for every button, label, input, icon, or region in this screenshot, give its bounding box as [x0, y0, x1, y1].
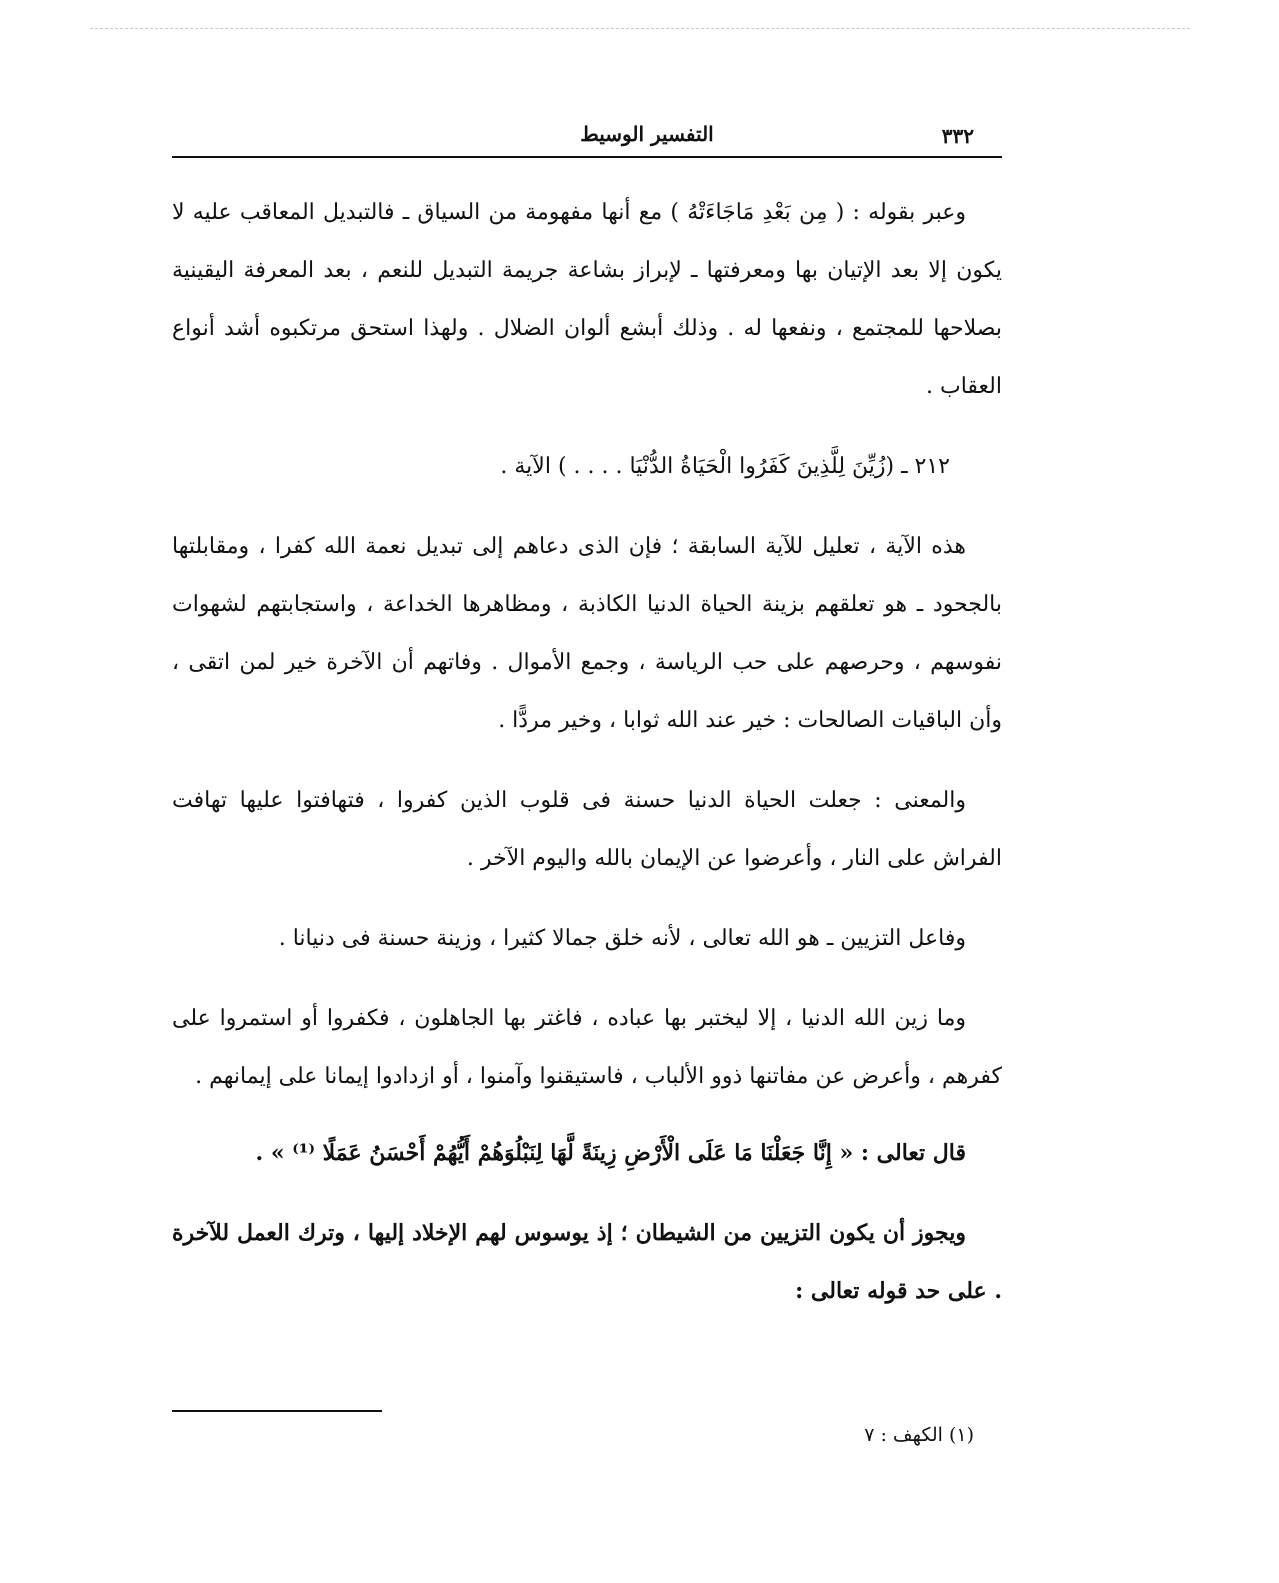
footnote: (١) الكهف : ٧: [864, 1424, 974, 1446]
paragraph-2: هذه الآية ، تعليل للآية السابقة ؛ فإن الذى دعاهم إلى تبديل نعمة الله كفرا ، ومقابلتها بالجحود ـ هو تعلقهم بزينة الحياة الدنيا الكاذبة ، ومظاهرها الخداعة ، واستجابتهم لشهوات نفوسهم ، وحرصهم على حب الرياسة ، وجمع الأموال . وفاتهم أن الآخرة خير لمن اتقى ، وأن الباقيات الصالحات : خير عند الله ثوابا ، وخير مردًّا .: [172, 534, 1002, 733]
book-page: [172, 110, 1002, 1550]
quran-quote: قال تعالى : « إِنَّا جَعَلْنَا مَا عَلَى الْأَرْضِ زِينَةً لَّهَا لِنَبْلُوَهُمْ أَيُّهُمْ أَحْسَنُ عَمَلًا ⁽¹⁾ » .: [255, 1140, 966, 1166]
paragraph-3: والمعنى : جعلت الحياة الدنيا حسنة فى قلوب الذين كفروا ، فتهافتوا عليها تهافت الفراش على النار ، وأعرضوا عن الإيمان بالله واليوم الآخر .: [172, 788, 1002, 871]
footnote-divider: [172, 1410, 382, 1412]
page-number: ٣٣٢: [941, 124, 974, 148]
paragraph-6: ويجوز أن يكون التزيين من الشيطان ؛ إذ يوسوس لهم الإخلاد إليها ، وترك العمل للآخرة . على حد قوله تعالى :: [172, 1220, 1002, 1304]
paragraph-1: وعبر بقوله : ( مِن بَعْدِ مَاجَاءَتْهُ ) مع أنها مفهومة من السياق ـ فالتبديل المعاقب عليه لا يكون إلا بعد الإتيان بها ومعرفتها ـ لإبراز بشاعة جريمة التبديل للنعم ، بعد المعرفة اليقينية بصلاحها للمجتمع ، ونفعها له . وذلك أبشع ألوان الضلال . ولهذا استحق مرتكبوه أشد أنواع العقاب .: [172, 200, 1002, 399]
scan-edge-mark: [90, 28, 1190, 29]
running-title: التفسير الوسيط: [580, 122, 714, 146]
page-header: [172, 110, 1002, 158]
verse-heading-212: ٢١٢ ـ (زُيِّنَ لِلَّذِينَ كَفَرُوا الْحَيَاةُ الدُّنْيَا . . . . ) الآية .: [500, 454, 950, 479]
paragraph-5: وما زين الله الدنيا ، إلا ليختبر بها عباده ، فاغتر بها الجاهلون ، فكفروا أو استمروا على كفرهم ، وأعرض عن مفاتنها ذوو الألباب ، فاستيقنوا وآمنوا ، أو ازدادوا إيمانا على إيمانهم .: [172, 1006, 1002, 1089]
page-body: [172, 184, 1002, 1320]
paragraph-4: وفاعل التزيين ـ هو الله تعالى ، لأنه خلق جمالا كثيرا ، وزينة حسنة فى دنيانا .: [278, 926, 966, 951]
